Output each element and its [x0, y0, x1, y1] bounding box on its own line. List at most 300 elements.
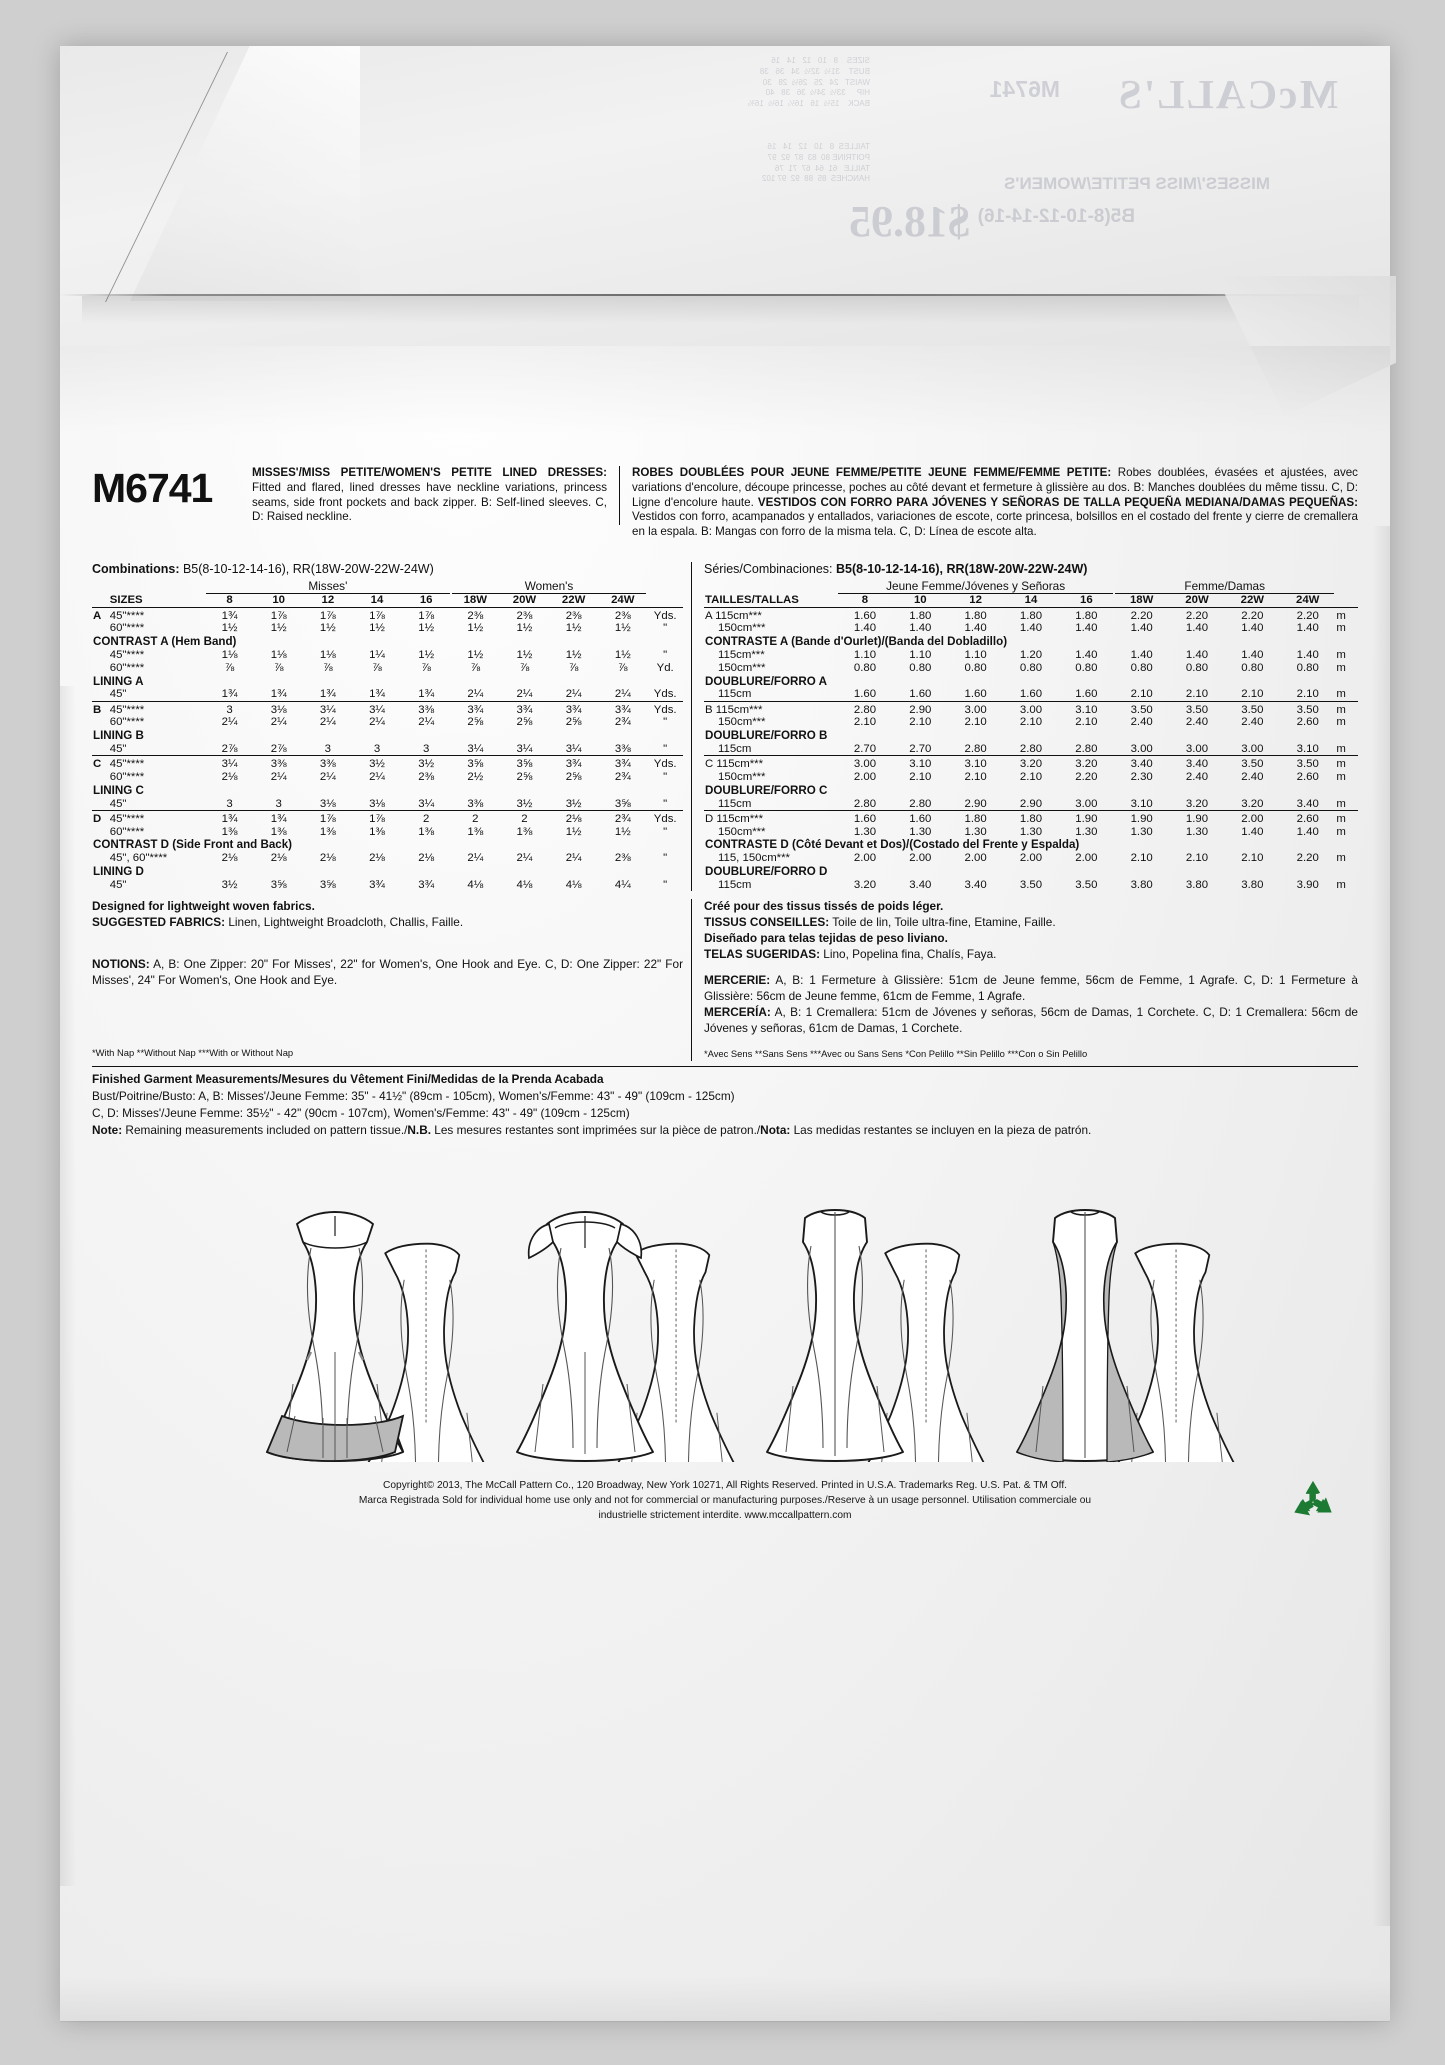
yardage-value: 2.80: [909, 797, 932, 810]
yardage-value: 3.50: [1241, 758, 1264, 771]
yardage-value: 3.80: [1130, 878, 1153, 891]
unit-label: ": [663, 742, 668, 755]
description-spanish-body: Vestidos con forro, acampanados y entallados, variaciones de escote, corte princesa, bolsillos en el costado del frente y cierre de cremallera en la espala. B: Mangas con forro de la misma tela. C, D: Línea de escote alta.: [632, 510, 1358, 539]
yardage-value: 2.60: [1296, 770, 1319, 783]
yardage-value: 3.50: [1185, 703, 1209, 716]
yardage-value: 1.80: [964, 609, 987, 622]
yardage-value: 1.40: [1241, 825, 1264, 838]
yardage-value: 3¾: [565, 703, 582, 716]
table-row: [92, 852, 683, 865]
yardage-value: 2.80: [853, 797, 877, 810]
yardage-value: 2.20: [1241, 609, 1264, 622]
yardage-value: 2.40: [1130, 716, 1153, 729]
yardage-value: 1.40: [1130, 648, 1153, 661]
yardage-value: 1⅜: [319, 825, 336, 838]
yardage-value: 2⅜: [614, 609, 631, 622]
unit-label: m: [1336, 703, 1346, 716]
yardage-value: 3.10: [1130, 797, 1153, 810]
yardage-value: 3.80: [1241, 878, 1264, 891]
combinations-imperial-value: B5(8-10-12-14-16), RR(18W-20W-22W-24W): [179, 562, 434, 577]
yardage-value: 2.90: [964, 797, 987, 810]
view-letter: [92, 771, 109, 784]
page-title: M6741: [92, 465, 213, 511]
yardage-value: 3.00: [1075, 797, 1098, 810]
yardage-value: 2: [472, 812, 479, 825]
notions-label-french: MERCERIE:: [704, 972, 771, 987]
view-letter: [92, 649, 109, 662]
yardage-value: 3⅜: [319, 758, 336, 771]
yardage-value: 2¼: [221, 716, 238, 729]
unit-label: ": [663, 797, 668, 810]
yardage-value: 2⅝: [516, 770, 533, 783]
yardage-value: 1.30: [1075, 825, 1098, 838]
yardage-value: 2.70: [853, 742, 877, 755]
yardage-value: 1⅜: [221, 825, 238, 838]
combinations-metric-label: Séries/Combinaciones:: [704, 562, 833, 577]
yardage-value: 2.00: [1019, 852, 1043, 865]
yardage-value: 3.50: [1130, 703, 1153, 716]
yardage-value: 3.20: [1019, 758, 1043, 771]
fabric-width: 115cm: [718, 797, 752, 810]
yardage-value: 1.40: [1296, 648, 1319, 661]
fabrics-notions-french-spanish: [692, 899, 1358, 1061]
yardage-value: 3.40: [909, 878, 932, 891]
yardage-value: 2⅛: [418, 852, 435, 865]
copyright-line-3: industrielle strictement interdite. www.mccallpattern.com: [598, 1510, 852, 1522]
fabric-width: 45"****: [109, 758, 145, 771]
yardage-value: 2.60: [1296, 716, 1319, 729]
yardage-value: 2⅜: [467, 609, 484, 622]
yardage-value: 1½: [221, 622, 238, 635]
yardage-value: 3.50: [1296, 758, 1319, 771]
unit-label: Yds.: [653, 688, 677, 701]
yardage-value: ⅞: [519, 661, 530, 674]
table-row: [704, 878, 1358, 891]
description-french-title: ROBES DOUBLÉES POUR JEUNE FEMME/PETITE JEUNE FEMME/FEMME PETITE:: [632, 466, 1112, 479]
yardage-value: 3.20: [1185, 797, 1209, 810]
yardage-value: 3.10: [1296, 742, 1319, 755]
yardage-value: 3¾: [369, 878, 385, 891]
yardage-value: 1½: [565, 622, 582, 635]
section-label-2: CONTRAST A (Hem Band): [93, 635, 237, 649]
yardage-value: 2⅝: [516, 716, 533, 729]
notions-label-spanish: MERCERÍA:: [704, 1004, 771, 1019]
yardage-value: 1½: [418, 622, 435, 635]
section-row: [92, 674, 683, 688]
yardage-value: 3¼: [319, 703, 336, 716]
fabric-width: 45", 60"****: [109, 852, 168, 865]
suggested-fabrics-english: Linen, Lightweight Broadcloth, Challis, Faille.: [225, 915, 464, 930]
section-label-19: LINING D: [93, 864, 144, 878]
yardage-value: 1.40: [1019, 622, 1043, 635]
view-letter: [92, 825, 109, 838]
yardage-value: 2.10: [853, 716, 877, 729]
yardage-value: 3½: [516, 797, 533, 810]
unit-label: Yds.: [653, 758, 677, 771]
yardage-value: 1.10: [853, 648, 877, 661]
table-row: [704, 609, 1358, 622]
table-row: [92, 878, 683, 891]
yardage-value: 2.00: [853, 770, 877, 783]
bust-values: A, B: Misses'/Jeune Femme: 35" - 41½" (89cm - 105cm), Women's/Femme: 43" - 49" (109cm - 125cm): [195, 1089, 735, 1104]
yardage-value: 3¾: [516, 703, 533, 716]
yardage-value: 1¾: [418, 688, 435, 701]
description-spanish-title: VESTIDOS CON FORRO PARA JÓVENES Y SEÑORAS DE TALLA PEQUEÑA MEDIANA/DAMAS PEQUEÑAS:: [757, 495, 1358, 509]
yardage-value: 3⅝: [516, 758, 533, 771]
yardage-value: 2¼: [516, 688, 533, 701]
fabric-width: C 115cm***: [705, 758, 764, 771]
combinations-metric-value: B5(8-10-12-14-16), RR(18W-20W-22W-24W): [832, 562, 1088, 577]
yardage-value: 2.10: [1241, 688, 1264, 701]
fabric-width: 150cm***: [718, 716, 766, 729]
view-letter: A: [93, 609, 102, 622]
yardage-value: 3⅜: [270, 758, 287, 771]
yardage-value: 1.80: [1075, 609, 1098, 622]
yardage-value: 3¾: [418, 878, 435, 891]
yardage-value: 3.80: [1185, 878, 1209, 891]
sizes-label: TAILLES/TALLAS: [705, 594, 799, 607]
unit-label: m: [1336, 622, 1346, 635]
size-header-5: 18W: [463, 594, 488, 607]
fabric-width: 60"****: [109, 661, 145, 674]
size-header-4: 16: [419, 594, 433, 607]
yardage-value: 2¼: [369, 770, 385, 783]
section-label-9: DOUBLURE/FORRO B: [705, 729, 828, 743]
view-letter: [92, 878, 109, 891]
yardage-value: 3⅜: [614, 742, 631, 755]
nap-legend-english: *With Nap **Without Nap ***With or Without Nap: [92, 1046, 294, 1058]
group-header-misses: Jeune Femme/Jóvenes y Señoras: [837, 578, 1114, 594]
fabric-width: 115cm: [718, 688, 752, 701]
fabric-width: 45": [109, 742, 127, 755]
footer-copyright: [92, 1478, 1358, 1524]
recycle-icon: [1290, 1478, 1336, 1524]
yardage-value: 1⅜: [369, 825, 385, 838]
yardage-value: 2¼: [319, 770, 336, 783]
table-row: [704, 743, 1358, 756]
yardage-value: 2.40: [1241, 716, 1264, 729]
yardage-value: ⅞: [421, 661, 431, 674]
copyright-line-1: Copyright© 2013, The McCall Pattern Co., 120 Broadway, New York 10271, All Rights Reserved. Printed in U.S.A. Trademarks Reg. U.S. Pat. & TM Off.: [383, 1479, 1067, 1491]
section-label-17: CONTRAST D (Side Front and Back): [93, 838, 293, 852]
yardage-value: 3.40: [1296, 797, 1319, 810]
unit-label: ": [663, 648, 668, 661]
yardage-value: 1⅞: [319, 812, 336, 825]
yardage-value: 1.30: [1130, 825, 1153, 838]
envelope-content: [60, 346, 1390, 1523]
yardage-value: 2¾: [614, 812, 631, 825]
yardage-value: 2¼: [565, 688, 582, 701]
yardage-value: 1.40: [1075, 648, 1098, 661]
yardage-value: 1¾: [270, 688, 287, 701]
yardage-value: 2.10: [1075, 716, 1098, 729]
yardage-value: 2.10: [1185, 688, 1209, 701]
yardage-value: 2⅞: [270, 742, 287, 755]
designed-for-english: Designed for lightweight woven fabrics.: [92, 899, 315, 914]
yardage-value: 2.80: [1019, 742, 1043, 755]
yardage-value: 3⅝: [467, 758, 484, 771]
yardage-value: 3.50: [1296, 703, 1319, 716]
size-header-6: 20W: [512, 594, 537, 607]
yardage-value: 3½: [565, 797, 582, 810]
yardage-value: 3.00: [964, 703, 987, 716]
table-row: [92, 609, 683, 622]
yardage-value: 2.40: [1185, 770, 1209, 783]
ghost-sizes: B5(8-10-12-14-16): [977, 206, 1135, 227]
fabric-width: 45": [109, 878, 127, 891]
yardage-value: ⅞: [618, 661, 628, 674]
yardage-value: 2¼: [319, 716, 336, 729]
yardage-value: 3.00: [1185, 742, 1209, 755]
ghost-price: $18.95: [849, 197, 970, 246]
ghost-subtitle: MISSES'/MISS PETITE/WOMEN'S: [1004, 174, 1270, 193]
table-row: [704, 797, 1358, 810]
yardage-value: 1.90: [1185, 812, 1209, 825]
section-row: [704, 865, 1358, 879]
yardage-table-imperial: [92, 562, 692, 891]
designed-for-french: Créé pour des tissus tissés de poids léger.: [704, 899, 944, 914]
view-letter: D: [93, 812, 102, 825]
yardage-tables: [92, 562, 1358, 891]
fabric-width: 45": [109, 797, 127, 810]
yardage-value: 2.40: [1241, 770, 1264, 783]
description-english-body: Fitted and flared, lined dresses have neckline variations, princess seams, side front pockets and back zipper. B: Self-lined sleeves. C, D: Raised neckline.: [252, 480, 607, 524]
section-label-19: DOUBLURE/FORRO D: [705, 864, 828, 878]
yardage-value: 1½: [614, 622, 631, 635]
yardage-value: 1½: [565, 648, 582, 661]
size-header-0: 8: [226, 594, 233, 607]
yardage-value: 2¼: [565, 852, 582, 865]
yardage-value: 3.00: [1130, 742, 1153, 755]
yardage-value: 2.10: [909, 716, 932, 729]
table-row: [704, 703, 1358, 716]
yardage-value: 2.30: [1130, 770, 1153, 783]
yardage-value: 2⅜: [565, 609, 582, 622]
yardage-value: 1.60: [964, 688, 987, 701]
unit-label: m: [1336, 770, 1346, 783]
nap-legend-other: *Avec Sens **Sans Sens ***Avec ou Sans Sens *Con Pelillo **Sin Pelillo ***Con o Sin Pelillo: [704, 1048, 1088, 1060]
table-row: [704, 758, 1358, 771]
view-letter: [92, 661, 109, 674]
yardage-value: 2.10: [1130, 852, 1153, 865]
yardage-value: 1½: [369, 622, 385, 635]
section-row: [704, 729, 1358, 743]
size-header-7: 22W: [561, 594, 586, 607]
group-header-row: [704, 578, 1358, 594]
yardage-value: 1⅛: [221, 648, 238, 661]
yardage-value: 0.80: [1241, 661, 1264, 674]
yardage-value: 1½: [319, 622, 336, 635]
yardage-value: 1½: [614, 648, 631, 661]
yardage-value: 1.40: [1296, 825, 1319, 838]
yardage-value: 1⅞: [369, 812, 385, 825]
imperial-table: [92, 578, 683, 891]
table-row: [704, 771, 1358, 784]
fabric-width: 45": [109, 688, 127, 701]
table-row: [704, 852, 1358, 865]
yardage-value: 3¾: [614, 703, 631, 716]
yardage-value: ⅞: [224, 661, 235, 674]
yardage-value: 2.90: [1019, 797, 1043, 810]
yardage-value: 2.00: [964, 852, 987, 865]
yardage-value: 2.10: [1185, 852, 1209, 865]
yardage-value: 2.00: [1075, 852, 1098, 865]
unit-label: ": [663, 825, 668, 838]
yardage-value: 3¾: [614, 758, 631, 771]
size-header-2: 12: [969, 594, 982, 607]
yardage-value: 2.10: [1241, 852, 1264, 865]
unit-label: ": [663, 770, 668, 783]
yardage-value: 1¾: [270, 812, 287, 825]
table-row: [92, 825, 683, 838]
table-row: [92, 703, 683, 716]
fabric-width: 45"****: [109, 703, 145, 716]
fabric-width: 60"****: [109, 825, 145, 838]
section-label-13: LINING C: [93, 783, 144, 797]
yardage-value: 1⅞: [369, 609, 385, 622]
sizes-label: SIZES: [109, 594, 143, 607]
yardage-value: 1.60: [909, 688, 932, 701]
line-drawings: [92, 1142, 1358, 1472]
yardage-value: 1¾: [221, 688, 238, 701]
yardage-value: 1⅞: [270, 609, 287, 622]
yardage-value: 3½: [369, 758, 385, 771]
fabric-width: A 115cm***: [705, 609, 762, 622]
yardage-value: 2⅜: [516, 609, 533, 622]
illustration-view-b: [517, 1212, 740, 1462]
yardage-value: 1.40: [1241, 622, 1264, 635]
description-english-title: MISSES'/MISS PETITE/WOMEN'S PETITE LINED DRESSES:: [252, 466, 607, 479]
yardage-table-metric: [692, 562, 1358, 891]
combinations-metric: [704, 562, 1358, 576]
yardage-value: 1.40: [1296, 622, 1319, 635]
yardage-value: 1½: [418, 648, 435, 661]
yardage-value: 3: [373, 742, 381, 755]
yardage-value: 2⅜: [614, 852, 631, 865]
section-row: [92, 635, 683, 649]
ghost-number: M6741: [989, 76, 1060, 102]
unit-label: ": [663, 716, 668, 729]
yardage-value: 0.80: [1075, 661, 1098, 674]
yardage-value: 2: [422, 812, 430, 825]
fabric-width: 60"****: [109, 770, 145, 783]
yardage-value: 1⅜: [516, 825, 533, 838]
yardage-value: 2⅛: [270, 852, 287, 865]
unit-label: m: [1336, 878, 1346, 891]
unit-label: m: [1336, 812, 1346, 825]
yardage-value: 2⅛: [319, 852, 336, 865]
yardage-value: 3⅜: [418, 703, 435, 716]
yardage-value: 1.20: [1019, 648, 1043, 661]
yardage-value: 2.10: [964, 716, 987, 729]
section-row: [704, 783, 1358, 797]
group-header-row: [92, 578, 683, 594]
yardage-value: 2¼: [270, 716, 287, 729]
size-header-2: 12: [321, 594, 335, 607]
yardage-value: 2.00: [1241, 812, 1264, 825]
yardage-value: 0.80: [853, 661, 877, 674]
yardage-value: 3¼: [221, 758, 238, 771]
unit-label: Yds.: [653, 812, 677, 825]
yardage-value: 2.60: [1296, 812, 1319, 825]
yardage-value: 1.60: [853, 609, 877, 622]
pattern-envelope-back: [60, 46, 1390, 2021]
yardage-value: 3.00: [1241, 742, 1264, 755]
yardage-value: 1.40: [1241, 648, 1264, 661]
yardage-value: 1¾: [221, 812, 238, 825]
yardage-value: 1⅜: [270, 825, 287, 838]
suggested-fabrics-label-french: TISSUS CONSEILLES:: [704, 915, 830, 930]
note-french: Les mesures restantes sont imprimées sur la pièce de patron./: [431, 1123, 761, 1138]
unit-label: m: [1336, 688, 1346, 701]
yardage-value: ⅞: [568, 661, 579, 674]
fabric-width: 45"****: [109, 648, 145, 661]
yardage-value: 1.40: [1130, 622, 1153, 635]
combinations-imperial-label: Combinations:: [92, 562, 180, 577]
note-label-spanish: Nota:: [760, 1123, 791, 1138]
yardage-value: 3¼: [369, 703, 385, 716]
unit-label: m: [1336, 852, 1346, 865]
yardage-value: 2¾: [614, 716, 631, 729]
yardage-value: 1.60: [1075, 688, 1098, 701]
section-label-2: CONTRASTE A (Bande d'Ourlet)/(Banda del Dobladillo): [705, 635, 1008, 649]
size-header-8: 24W: [611, 594, 635, 607]
yardage-value: 1.40: [909, 622, 932, 635]
yardage-value: 1.90: [1075, 812, 1098, 825]
yardage-value: 3⅝: [270, 878, 287, 891]
designed-for-spanish: Diseñado para telas tejidas de peso liviano.: [704, 930, 948, 945]
unit-label: Yd.: [656, 661, 674, 674]
yardage-value: 1¾: [319, 688, 336, 701]
yardage-value: 2.20: [1185, 609, 1209, 622]
yardage-value: 2¼: [614, 688, 631, 701]
yardage-value: 1¼: [369, 648, 385, 661]
size-header-5: 18W: [1129, 594, 1154, 607]
fabric-width: 150cm***: [718, 770, 766, 783]
yardage-value: 1⅛: [270, 648, 287, 661]
yardage-value: 3: [226, 703, 233, 716]
section-label-17: CONTRASTE D (Côté Devant et Dos)/(Costado del Frente y Espalda): [705, 838, 1080, 852]
yardage-value: 1.80: [1019, 812, 1043, 825]
yardage-value: 0.80: [1185, 661, 1209, 674]
yardage-value: 2¼: [270, 770, 287, 783]
yardage-value: 2⅜: [418, 770, 435, 783]
illustration-view-c: [767, 1210, 990, 1462]
yardage-value: 2.00: [909, 852, 932, 865]
yardage-value: 1.40: [1185, 622, 1209, 635]
yardage-value: 0.80: [909, 661, 932, 674]
view-letter: [92, 852, 109, 865]
yardage-value: 0.80: [1019, 661, 1043, 674]
yardage-value: 2.20: [1296, 609, 1319, 622]
unit-label: Yds.: [653, 609, 677, 622]
yardage-value: 2⅛: [221, 852, 238, 865]
yardage-value: 3⅝: [614, 797, 631, 810]
yardage-value: 1.10: [909, 648, 932, 661]
yardage-value: 3: [324, 742, 332, 755]
fabric-width: B 115cm***: [705, 703, 763, 716]
description-french-body: Robes doublées, évasées et ajustées, avec variations d'encolure, découpe princesse, poches au côté devant et fermeture à glissière au dos. B: Manches doublées du même tissu. C, D: Ligne d'encolure haute.: [632, 466, 1358, 509]
note-label-french: N.B.: [407, 1123, 432, 1138]
section-row: [92, 838, 683, 852]
show-through-ghost: McCALL'S M6741 MISSES'/MISS PETITE/WOMEN'S B5(8-10-12-14-16) $18.95 SIZES 8 10 12 14 16 BUST 31½ 32½ 34 36 38 WAIST 24 25 26½ 28 30 HIP 33½ 34½ 36 38 40 BACK 15½ 16 16¼ 16½ 16¾ TAILLES 8 10 12 14 16 POITRINE 80 83 87 92 97 TAILLE 61 64 67 71 76 HANCHES 85 88 92 97 102: [748, 56, 1338, 246]
yardage-value: 1.40: [964, 622, 987, 635]
yardage-value: 2¼: [516, 852, 533, 865]
yardage-value: 2.20: [1130, 609, 1153, 622]
unit-label: Yds.: [653, 703, 677, 716]
fabric-width: 150cm***: [718, 825, 766, 838]
yardage-value: 3.10: [1075, 703, 1098, 716]
